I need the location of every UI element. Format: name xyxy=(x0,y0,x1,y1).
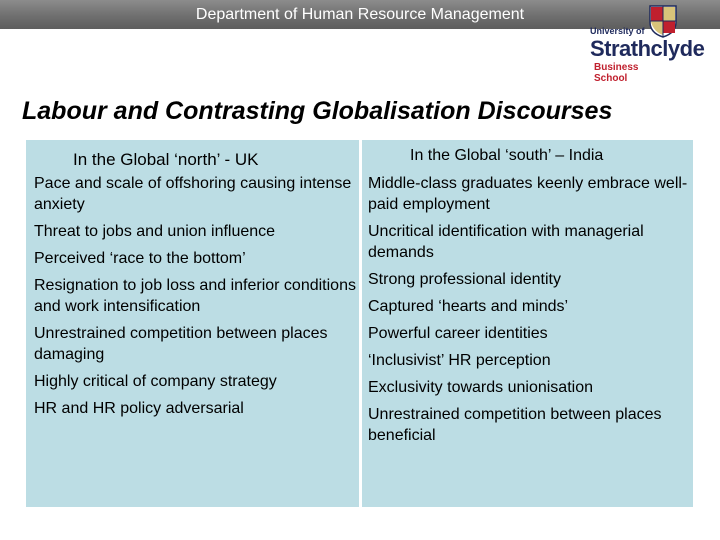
north-item: Unrestrained competition between places damaging xyxy=(34,325,328,363)
south-item: Unrestrained competition between places beneficial xyxy=(368,406,662,444)
south-item: Middle-class graduates keenly embrace well-paid employment xyxy=(368,175,688,213)
south-heading: In the Global ‘south’ – India xyxy=(410,147,604,164)
south-item: ‘Inclusivist’ HR perception xyxy=(368,352,551,369)
north-item: Threat to jobs and union influence xyxy=(34,223,276,240)
department-title: Department of Human Resource Management xyxy=(195,6,525,23)
north-heading: In the Global ‘north’ - UK xyxy=(73,150,259,169)
south-item: Captured ‘hearts and minds’ xyxy=(368,298,569,315)
logo-school-line1: Business xyxy=(594,62,639,73)
logo-university-of: University of xyxy=(590,26,645,36)
north-item: Perceived ‘race to the bottom’ xyxy=(34,250,246,267)
south-item: Uncritical identification with managerial demands xyxy=(368,223,644,261)
south-list xyxy=(368,173,688,452)
logo-school xyxy=(594,62,638,84)
north-item: Resignation to job loss and inferior conditions and work intensification xyxy=(34,277,356,315)
logo-name: Strathclyde xyxy=(590,36,705,61)
crest-icon xyxy=(648,4,678,38)
south-item: Exclusivity towards unionisation xyxy=(368,379,593,396)
university-logo xyxy=(590,4,718,88)
north-item: HR and HR policy adversarial xyxy=(34,400,244,417)
south-item: Strong professional identity xyxy=(368,271,561,288)
logo-school-line2: School xyxy=(594,73,628,84)
north-item: Highly critical of company strategy xyxy=(34,373,277,390)
north-list xyxy=(34,173,364,425)
north-item: Pace and scale of offshoring causing intense anxiety xyxy=(34,175,352,213)
south-item: Powerful career identities xyxy=(368,325,548,342)
slide-title: Labour and Contrasting Globalisation Discourses xyxy=(22,97,613,125)
